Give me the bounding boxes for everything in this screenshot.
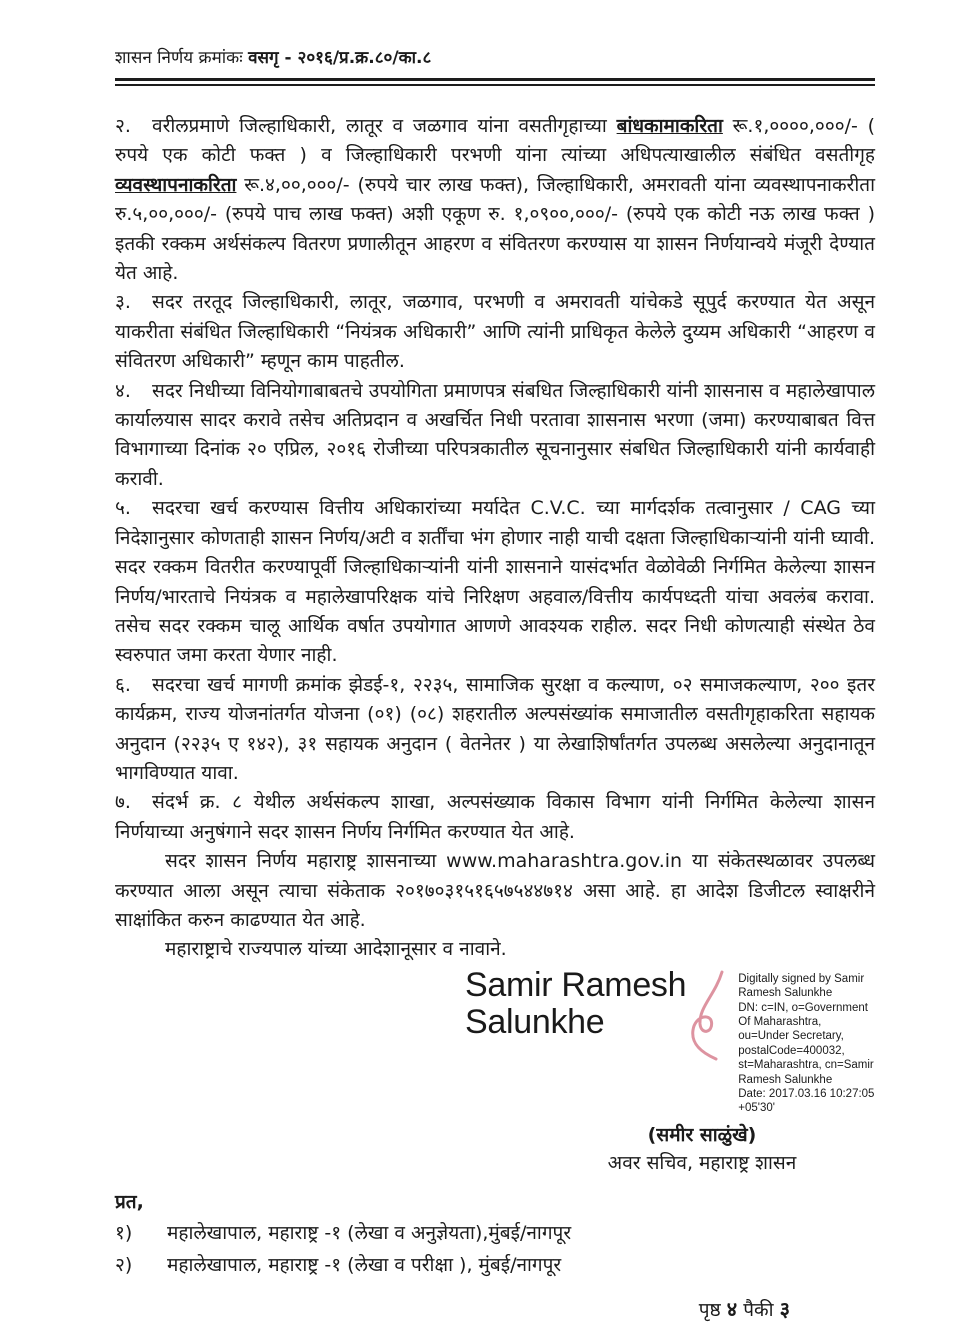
signature-certificate-details	[738, 967, 875, 1116]
signatory-name-marathi: (समीर साळुंखे)	[647, 1123, 757, 1146]
paragraph-7	[115, 788, 875, 847]
signature-detail-line: ou=Under Secretary, postalCode=400032,	[738, 1030, 845, 1057]
paragraph-3-text: सदर तरतूद जिल्हाधिकारी, लातूर, जळगाव, परभणी व अमरावती यांचेकडे सूपुर्द करण्यात येत असून याकरीता संबंधित जिल्हाधिकारी “नियंत्रक अधिकारी” आणि त्यांनी प्राधिकृत केलेले दुय्यम अधिकारी “आहरण व संवितरण अधिकारी” म्हणून काम पाहतील.	[115, 291, 875, 373]
paragraph-7-text: संदर्भ क्र. ८ येथील अर्थसंकल्प शाखा, अल्पसंख्याक विकास विभाग यांनी निर्गमित केलेल्या शासन निर्णयाच्या अनुषंगाने सदर शासन निर्णय निर्गमित करण्यात येत आहे.	[115, 791, 875, 843]
underlined-term-management: व्यवस्थापनाकरिता	[115, 173, 237, 196]
copies-label: प्रत,	[115, 1190, 144, 1213]
underlined-term-construction: बांधकामाकरिता	[616, 115, 723, 137]
paragraph-5-number: ५.	[115, 497, 131, 520]
gr-number-prefix: शासन निर्णय क्रमांकः	[115, 48, 249, 68]
paragraph-2	[115, 112, 875, 288]
document-header	[115, 46, 875, 70]
document-body	[115, 112, 875, 965]
paragraph-5	[115, 494, 875, 670]
paragraph-3-number: ३.	[115, 291, 131, 314]
paragraph-6	[115, 671, 875, 789]
paragraph-6-text: सदरचा खर्च मागणी क्रमांक झेडई-१, २२३५, सामाजिक सुरक्षा व कल्याण, ०२ समाजकल्याण, २०० इतर कार्यक्रम, राज्य योजनांतर्गत योजना (०१) (०८) शहरातील अल्पसंख्यांक समाजातील वसतीगृहाकरिता सहायक अनुदान (२२३५ ए १४२), ३१ सहायक अनुदान ( वेतनेतर ) या लेखाशिर्षांतर्गत उपलब्ध असलेल्या अनुदानातून भागविण्यात यावा.	[115, 673, 875, 784]
signature-name	[465, 967, 686, 1041]
paragraph-2-text: रू.४,००,०००/- (रुपये चार लाख फक्त), जिल्हाधिकारी, अमरावती यांना व्यवस्थापनाकरीता रु.५,००,०००/- (रुपये पाच लाख फक्त) अशी एकूण रु. १,०९००,०००/- (रुपये एक कोटी नऊ लाख फक्त ) इतकी रक्कम अर्थसंकल्प वितरण प्रणालीतून आहरण व संवितरण करण्यास या शासन निर्णयान्वये मंजूरी देण्यात येत आहे.	[115, 173, 875, 285]
signature-name-line2: Salunkhe	[465, 1002, 605, 1041]
page-total: ४	[726, 1296, 738, 1321]
signature-detail-line: Digitally signed by Samir Ramesh Salunkhe	[738, 972, 865, 1000]
copy-item-1	[115, 1217, 875, 1249]
digital-signature-block	[465, 967, 875, 1116]
signatory-designation: अवर सचिव, महाराष्ट्र शासन	[607, 1151, 797, 1174]
copy-item-2-number: २)	[115, 1253, 133, 1276]
signature-detail-line: st=Maharashtra, cn=Samir Ramesh Salunkhe	[738, 1059, 874, 1086]
paragraph-7-number: ७.	[115, 791, 131, 814]
header-divider	[115, 78, 875, 86]
paragraph-5-text: सदरचा खर्च करण्यास वित्तीय अधिकारांच्या मर्यादेत C.V.C. च्या मार्गदर्शक तत्वानुसार / CAG च्या निदेशानुसार कोणताही शासन निर्णय/अटी व शर्तींचा भंग होणार नाही याची दक्षता जिल्हाधिकाऱ्यांनी यांनी घ्यावी. सदर रक्कम वितरीत करण्यापूर्वी जिल्हाधिकाऱ्यांनी यांनी शासनाने यासंदर्भात वेळोवेळी निर्गमित केलेल्या शासन निर्णय/भारताचे नियंत्रक व महालेखापरिक्षक यांचे निरिक्षण अहवाल/वित्तीय कार्यपध्दती यांचा अवलंब करावा. तसेच सदर रक्कम चालू आर्थिक वर्षात उपयोगात आणणे आवश्यक राहील. सदर निधी कोणत्याही संस्थेत ठेव स्वरुपात जमा करता येणार नाही.	[115, 497, 875, 667]
copy-item-1-text: महालेखापाल, महाराष्ट्र -१ (लेखा व अनुज्ञेयता),मुंबई/नागपूर	[167, 1221, 572, 1244]
page-number-prefix: पृष्ठ	[698, 1298, 727, 1321]
signature-name-line1: Samir Ramesh	[465, 965, 687, 1004]
paragraph-2-number: २.	[115, 115, 131, 137]
paragraph-4-number: ४.	[115, 379, 131, 402]
page-current: ३	[779, 1296, 790, 1321]
page-number-middle: पैकी	[737, 1298, 780, 1321]
paragraph-3	[115, 288, 875, 376]
signatory-block	[537, 1122, 867, 1177]
paragraph-4-text: सदर निधीच्या विनियोगाबाबतचे उपयोगिता प्रमाणपत्र संबधित जिल्हाधिकारी यांनी शासनास व महालेखापाल कार्यालयास सादर करावे तसेच अतिप्रदान व अखर्चित निधी परतावा शासनास भरणा (जमा) करण्याबाबत वित्त विभागाच्या दिनांक २० एप्रिल, २०१६ रोजीच्या परिपत्रकातील सूचनानुसार संबधित जिल्हाधिकारी यांनी कार्यवाही करावी.	[115, 379, 875, 490]
signature-detail-line: DN: c=IN, o=Government Of Maharashtra,	[738, 1001, 868, 1028]
copy-item-1-number: १)	[115, 1221, 133, 1244]
signature-flourish-icon	[684, 969, 730, 1065]
paragraph-2-text: वरीलप्रमाणे जिल्हाधिकारी, लातूर व जळगाव यांना वसतीगृहाच्या	[152, 115, 617, 137]
paragraph-website: सदर शासन निर्णय महाराष्ट्र शासनाच्या www.maharashtra.gov.in या संकेतस्थळावर उपलब्ध करण्यात आला असून त्याचा संकेताक २०१७०३१५१६५७५४४७१४ असा आहे. हा आदेश डिजीटल स्वाक्षरीने साक्षांकित करुन काढण्यात येत आहे.	[115, 850, 875, 931]
copy-item-2	[115, 1249, 875, 1281]
gr-number: वसगृ - २०१६/प्र.क्र.८०/का.८	[248, 48, 432, 68]
paragraph-6-number: ६.	[115, 673, 131, 696]
copies-section	[115, 1187, 875, 1281]
signature-detail-line: Date: 2017.03.16 10:27:05 +05'30'	[738, 1088, 875, 1115]
paragraph-governor-order: महाराष्ट्राचे राज्यपाल यांच्या आदेशानूसार व नावाने.	[165, 938, 507, 961]
copy-item-2-text: महालेखापाल, महाराष्ट्र -१ (लेखा व परीक्षा ), मुंबई/नागपूर	[167, 1253, 562, 1276]
paragraph-2-text: रू.१,००००,०००/- ( रुपये एक कोटी फक्त ) व जिल्हाधिकारी परभणी यांना त्यांच्या अधिपत्याखालील संबंधित वसतीगृह	[115, 115, 876, 167]
page-number	[115, 1295, 875, 1322]
paragraph-4	[115, 377, 875, 495]
